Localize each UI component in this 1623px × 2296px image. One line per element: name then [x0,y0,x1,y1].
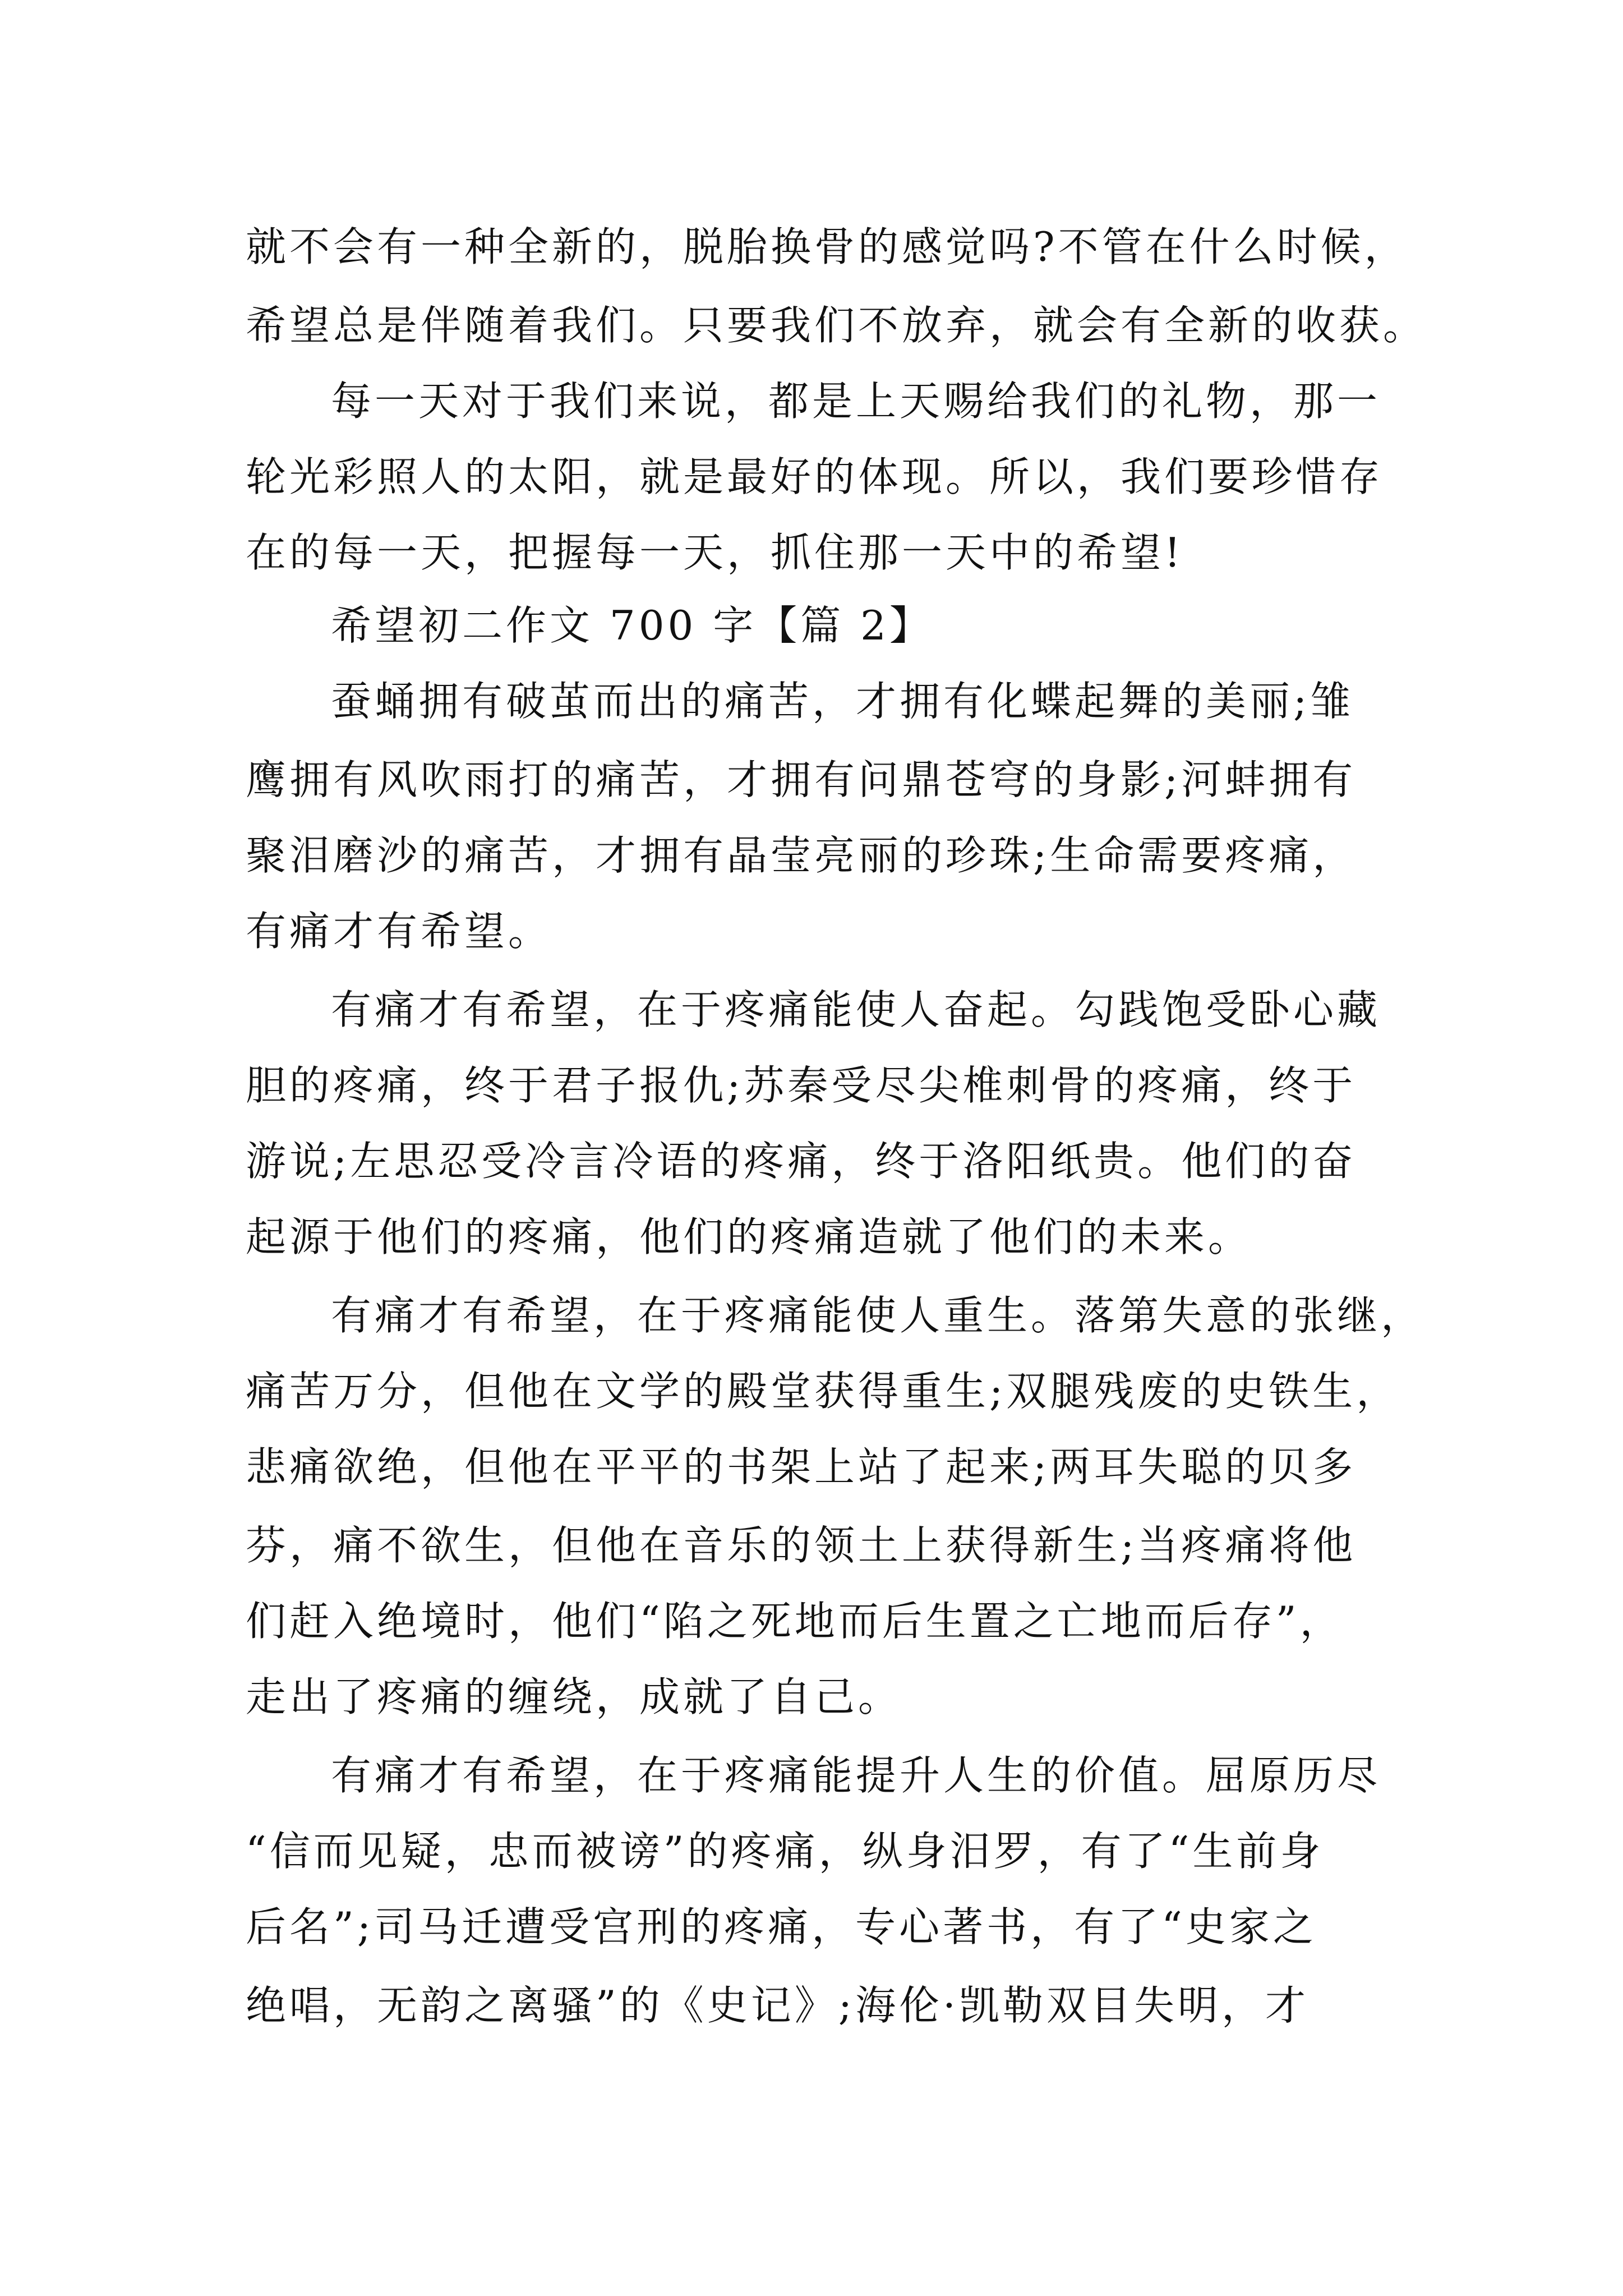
text-line: 蚕蛹拥有破茧而出的痛苦，才拥有化蝶起舞的美丽;雏 [331,678,1354,725]
text-line: 起源于他们的疼痛，他们的疼痛造就了他们的未来。 [246,1213,1252,1260]
text-line: 就不会有一种全新的，脱胎换骨的感觉吗?不管在什么时候， [246,223,1408,270]
text-line: 痛苦万分，但他在文学的殿堂获得重生;双腿残废的史铁生， [246,1368,1400,1415]
text-line: 走出了疼痛的缠绕，成就了自己。 [246,1673,902,1720]
text-line: 有痛才有希望。 [246,908,552,955]
text-line: 芬，痛不欲生，但他在音乐的领土上获得新生;当疼痛将他 [246,1522,1357,1569]
text-line: 胆的疼痛，终于君子报仇;苏秦受尽尖椎刺骨的疼痛，终于 [246,1062,1357,1109]
text-line: 希望总是伴随着我们。只要我们不放弃，就会有全新的收获。 [246,302,1427,349]
text-line: 轮光彩照人的太阳，就是最好的体现。所以，我们要珍惜存 [246,453,1384,500]
text-line: 游说;左思忍受冷言冷语的疼痛，终于洛阳纸贵。他们的奋 [246,1138,1357,1185]
text-line: 有痛才有希望，在于疼痛能提升人生的价值。屈原历尽 [331,1752,1381,1799]
text-line: 绝唱，无韵之离骚”的《史记》;海伦·凯勒双目失明，才 [246,1982,1309,2029]
text-line: 鹰拥有风吹雨打的痛苦，才拥有问鼎苍穹的身影;河蚌拥有 [246,756,1357,803]
text-line: 在的每一天，把握每一天，抓住那一天中的希望! [246,529,1184,576]
text-line: 聚泪磨沙的痛苦，才拥有晶莹亮丽的珍珠;生命需要疼痛， [246,832,1357,879]
text-line: 后名”;司马迁遭受宫刑的疼痛，专心著书，有了“史家之 [246,1903,1317,1950]
section-heading: 希望初二作文 700 字【篇 2】 [331,602,933,649]
text-line: 有痛才有希望，在于疼痛能使人重生。落第失意的张继， [331,1292,1425,1339]
text-line: “信而见疑，忠而被谤”的疼痛，纵身汨罗，有了“生前身 [246,1828,1324,1875]
text-line: 们赶入绝境时，他们“陷之死地而后生置之亡地而后存”， [246,1598,1344,1645]
text-line: 有痛才有希望，在于疼痛能使人奋起。勾践饱受卧心藏 [331,986,1381,1033]
text-line: 每一天对于我们来说，都是上天赐给我们的礼物，那一 [331,378,1381,425]
text-line: 悲痛欲绝，但他在平平的书架上站了起来;两耳失聪的贝多 [246,1443,1357,1490]
